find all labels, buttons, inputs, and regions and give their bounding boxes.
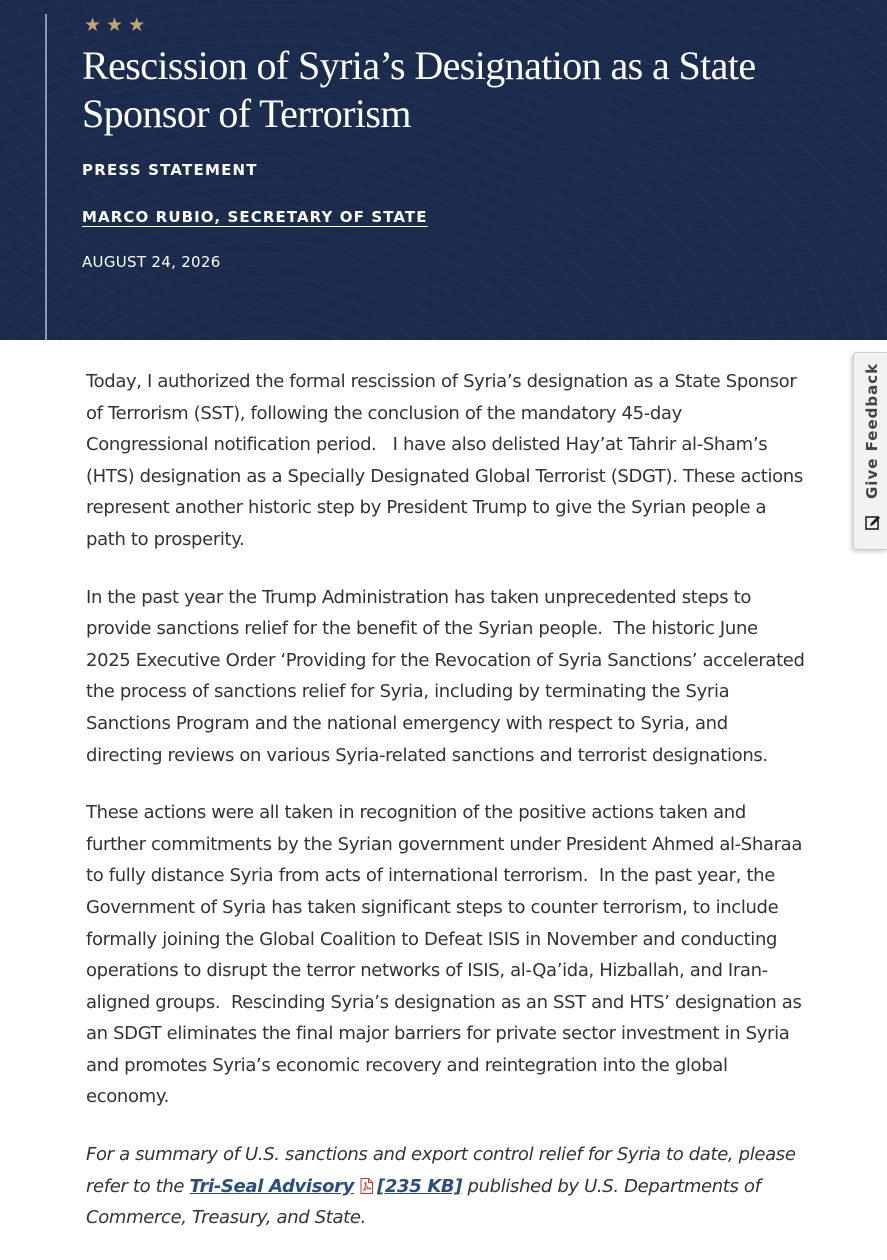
banner-vertical-rule bbox=[45, 14, 47, 340]
body-paragraph: These actions were all taken in recognition of the positive actions taken and further commitments by the Syrian government under President Ahmed al-Sharaa to fully distance Syria from acts of international terrorism. In the past year, the Government of Syria has taken significant steps to counter terrorism, to include formally joining the Global Coalition to Defeat ISIS in November and conducting operations to disrupt the terror networks of ISIS, al-Qa’ida, Hizballah, and Iran-aligned groups. Rescinding Syria’s designation as an SST and HTS’ designation as an SDGT eliminates the final major barriers for private sector investment in Syria and promotes Syria’s economic recovery and reintegration into the global economy. bbox=[86, 802, 808, 1108]
advisory-note-prefix: For a summary of U.S. sanctions and export control relief for Syria to date, please refer to the bbox=[86, 1144, 801, 1197]
stars-icon: ★★★ bbox=[84, 14, 151, 36]
publication-date: AUGUST 24, 2026 bbox=[82, 253, 221, 271]
body-paragraph: Today, I authorized the formal rescission of Syria’s designation as a State Sponsor of Terrorism (SST), following the conclusion of the mandatory 45-day Congressional notification period. I have also delisted Hay’at Tahrir al-Sham’s (HTS) designation as a Specially Designated Global Terrorist (SDGT). These actions represent another historic step by President Trump to give the Syrian people a path to prosperity. bbox=[86, 371, 809, 550]
author-link[interactable]: MARCO RUBIO, SECRETARY OF STATE bbox=[82, 208, 428, 226]
give-feedback-tab[interactable] bbox=[853, 352, 887, 550]
statement-type-label: PRESS STATEMENT bbox=[82, 161, 258, 179]
tri-seal-advisory-link[interactable]: Tri-Seal Advisory bbox=[189, 1175, 354, 1197]
give-feedback-label: Give Feedback bbox=[863, 362, 881, 499]
article-body bbox=[86, 366, 810, 1260]
page-header-banner bbox=[0, 0, 887, 340]
advisory-note-suffix: published by U.S. Departments of Commerce, Treasury, and State. bbox=[86, 1175, 766, 1229]
pdf-file-icon bbox=[360, 1178, 373, 1194]
edit-icon bbox=[865, 515, 881, 531]
advisory-file-size-link[interactable]: [235 KB] bbox=[377, 1175, 463, 1197]
body-paragraph: In the past year the Trump Administration has taken unprecedented steps to provide sanctions relief for the benefit of the Syrian people. The historic June 2025 Executive Order ‘Providing for the Revocation of Syria Sanctions’ accelerated the process of sanctions relief for Syria, including by terminating the Syria Sanctions Program and the national emergency with respect to Syria, and directing reviews on various Syria-related sanctions and terrorist designations. bbox=[86, 586, 810, 766]
page-title: Rescission of Syria’s Designation as a State Sponsor of Terrorism bbox=[82, 43, 756, 136]
advisory-note bbox=[86, 1139, 806, 1234]
